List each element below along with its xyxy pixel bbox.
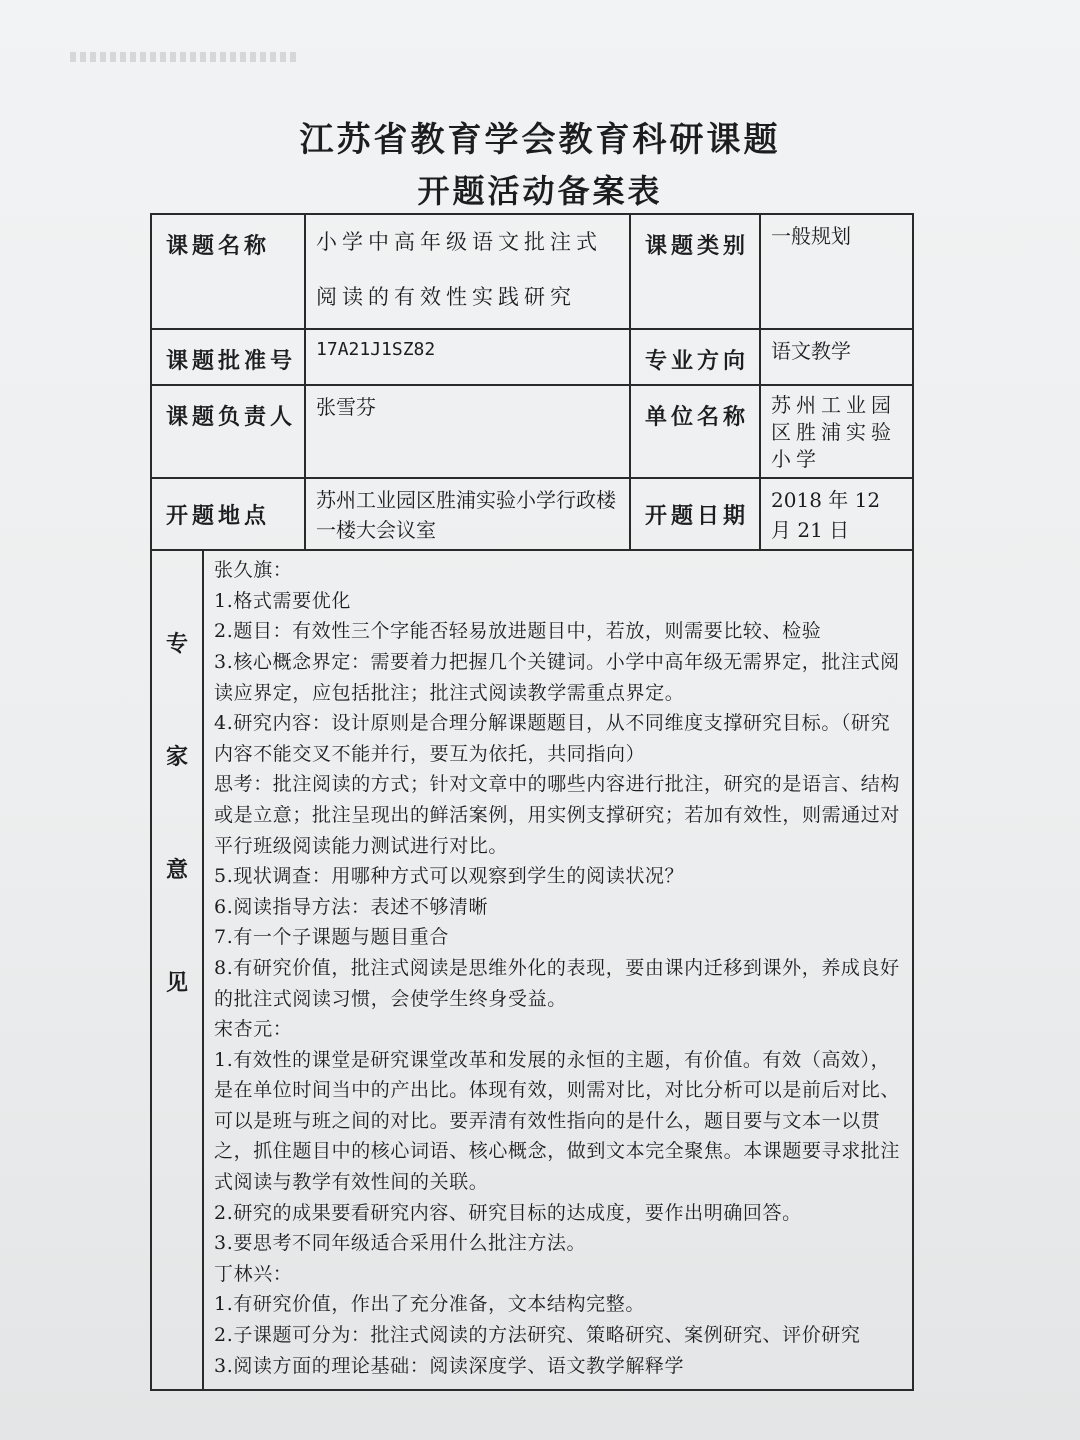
opinion-line: 7.有一个子课题与题目重合 [214, 926, 449, 949]
document-subtitle: 开题活动备案表 [417, 172, 663, 210]
opinion-line: 4.研究内容：设计原则是合理分解课题题目，从不同维度支撑研究目标。（研究内容不能交叉不能并行，要互为依托，共同指向） [214, 712, 891, 765]
opinion-line: 3.阅读方面的理论基础：阅读深度学、语文教学解释学 [214, 1354, 685, 1377]
topic-name-value: 小学中高年级语文批注式阅读的有效性实践研究 [305, 214, 630, 329]
opinion-line: 2.研究的成果要看研究内容、研究目标的达成度，要作出明确回答。 [214, 1201, 802, 1224]
date-value: 2018 年 12 月 21 日 [760, 478, 913, 550]
topic-name-label: 课题名称 [151, 214, 305, 329]
topic-category-value: 一般规划 [760, 214, 913, 329]
reviewer-name: 张久旗： [214, 559, 293, 582]
location-label: 开题地点 [151, 478, 305, 550]
date-label: 开题日期 [630, 478, 760, 550]
opinion-line: 6.阅读指导方法：表述不够清晰 [214, 895, 489, 918]
approval-no-label: 课题批准号 [151, 329, 305, 385]
expert-opinion-label [151, 550, 203, 1390]
opinion-line: 2.子课题可分为：批注式阅读的方法研究、策略研究、案例研究、评价研究 [214, 1324, 861, 1347]
location-value: 苏州工业园区胜浦实验小学行政楼一楼大会议室 [305, 478, 630, 550]
filing-form-table [150, 213, 914, 1391]
form-row-leader [151, 385, 913, 478]
major-direction-value: 语文教学 [760, 329, 913, 385]
reviewer-name: 丁林兴： [214, 1262, 293, 1285]
leader-value: 张雪芬 [305, 385, 630, 478]
opinion-line: 思考：批注阅读的方式；针对文章中的哪些内容进行批注，研究的是语言、结构或是立意；批注呈现出的鲜活案例，用实例支撑研究；若加有效性，则需通过对平行班级阅读能力测试进行对比。 [214, 773, 901, 857]
expert-opinion-content [203, 550, 913, 1390]
expert-label-char: 家 [165, 744, 188, 771]
opinion-line: 1.格式需要优化 [214, 589, 351, 612]
form-row-expert-opinion [151, 550, 913, 1390]
opinion-line: 8.有研究价值，批注式阅读是思维外化的表现，要由课内迁移到课外，养成良好的批注式阅读习惯，会使学生终身受益。 [214, 956, 900, 1010]
approval-no-value: 17A21J1SZ82 [305, 329, 630, 385]
opinion-line: 3.核心概念界定：需要着力把握几个关键词。小学中高年级无需界定，批注式阅读应界定，应包括批注；批注式阅读教学需重点界定。 [214, 650, 900, 704]
topic-category-label: 课题类别 [630, 214, 760, 329]
reviewer-name: 宋杏元： [214, 1018, 293, 1041]
opinion-line: 1.有效性的课堂是研究课堂改革和发展的永恒的主题，有价值。有效（高效），是在单位时间当中的产出比。体现有效，则需对比，对比分析可以是前后对比、可以是班与班之间的对比。要弄清有效性指向的是什么，题目要与文本一以贯之，抓住题目中的核心词语、核心概念，做到文本完全聚焦。本课题要寻求批注式阅读与教学有效性间的关联。 [214, 1048, 901, 1194]
opinion-line: 2.题目：有效性三个字能否轻易放进题目中，若放，则需要比较、检验 [214, 620, 822, 643]
opinion-line: 5.现状调查：用哪种方式可以观察到学生的阅读状况？ [214, 865, 685, 888]
form-row-approval [151, 329, 913, 385]
expert-label-char: 意 [165, 857, 188, 884]
expert-label-char: 专 [165, 631, 188, 658]
major-direction-label: 专业方向 [630, 329, 760, 385]
unit-label: 单位名称 [630, 385, 760, 478]
faint-header-mark [70, 52, 300, 62]
leader-label: 课题负责人 [151, 385, 305, 478]
document-title: 江苏省教育学会教育科研课题 [299, 120, 781, 160]
opinion-line: 3.要思考不同年级适合采用什么批注方法。 [214, 1232, 587, 1255]
expert-label-char: 见 [165, 970, 188, 997]
unit-value: 苏州工业园区胜浦实验小学 [760, 385, 913, 478]
form-row-topic [151, 214, 913, 329]
opinion-line: 1.有研究价值，作出了充分准备，文本结构完整。 [214, 1293, 645, 1316]
form-row-location [151, 478, 913, 550]
